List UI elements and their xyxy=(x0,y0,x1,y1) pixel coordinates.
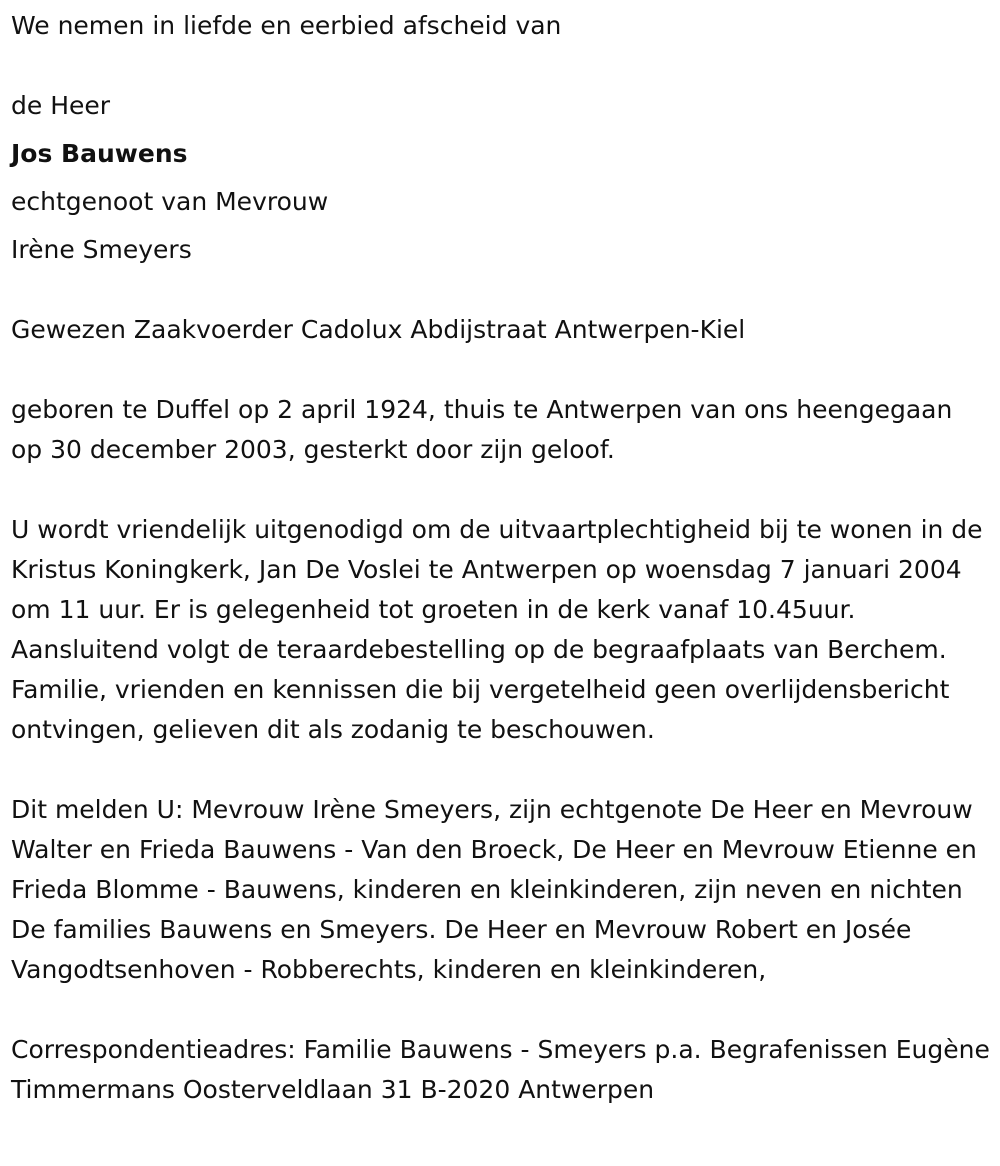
deceased-name: Jos Bauwens xyxy=(11,139,188,168)
birth-death-text: geboren te Duffel op 2 april 1924, thuis te Antwerpen van ons heengegaan op 30 december 2003, gesterkt door zijn geloof. xyxy=(11,395,953,464)
title-line: de Heer xyxy=(11,91,111,120)
announcers-text: Dit melden U: Mevrouw Irène Smeyers, zijn echtgenote De Heer en Mevrouw Walter en Frieda Bauwens - Van den Broeck, De Heer en Mevrouw Etienne en Frieda Blomme - Bauwens, kinderen en kleinkinderen, zijn neven en nichten De families Bauwens en Smeyers. De Heer en Mevrouw Robert en Josée Vangodtsenhoven - Robberechts, kinderen en kleinkinderen, xyxy=(11,795,977,984)
occupation-text: Gewezen Zaakvoerder Cadolux Abdijstraat Antwerpen-Kiel xyxy=(11,315,746,344)
correspondence-text: Correspondentieadres: Familie Bauwens - Smeyers p.a. Begrafenissen Eugène Timmermans Oosterveldlaan 31 B-2020 Antwerpen xyxy=(11,1035,990,1104)
spouse-line-2: Irène Smeyers xyxy=(11,235,192,264)
funeral-text: U wordt vriendelijk uitgenodigd om de uitvaartplechtigheid bij te wonen in de Kristus Koningkerk, Jan De Voslei te Antwerpen op woensdag 7 januari 2004 om 11 uur. Er is gelegenheid tot groeten in de kerk vanaf 10.45uur. Aansluitend volgt de teraardebestelling op de begraafplaats van Berchem. Familie, vrienden en kennissen die bij vergetelheid geen overlijdensbericht ontvingen, gelieven dit als zodanig te beschouwen. xyxy=(11,515,983,744)
spouse-line-1: echtgenoot van Mevrouw xyxy=(11,187,329,216)
intro-text: We nemen in liefde en eerbied afscheid van xyxy=(11,11,562,40)
